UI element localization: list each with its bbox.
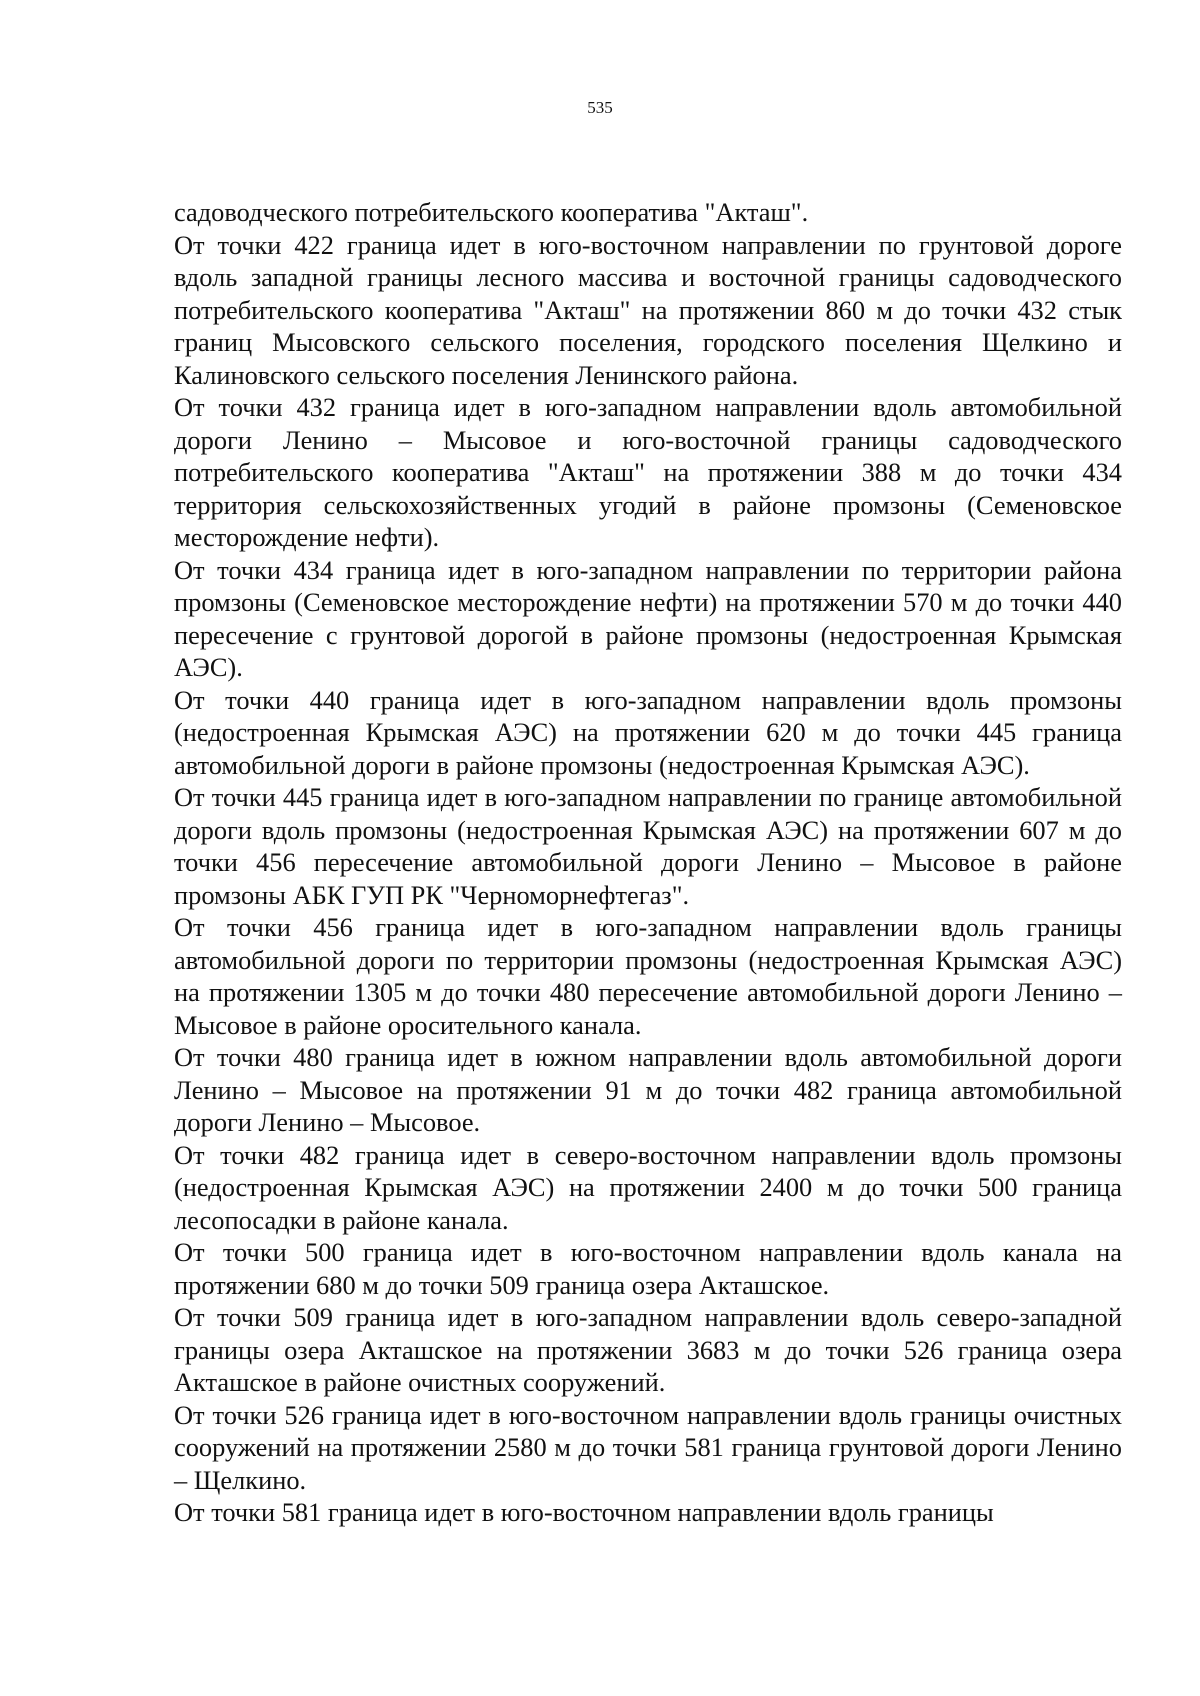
paragraph: От точки 432 граница идет в юго-западном направлении вдоль автомобильной дороги Ленино – Мысовое и юго-восточной границы садоводческого потребительского кооператива "Акташ" на протяжении 388 м до точки 434 территория сельскохозяйственных угодий в районе промзоны (Семеновское месторождение нефти). xyxy=(174,392,1122,552)
paragraph: От точки 509 граница идет в юго-западном направлении вдоль северо-западной границы озера Акташское на протяжении 3683 м до точки 526 граница озера Акташское в районе очистных сооружений. xyxy=(174,1302,1122,1397)
paragraph: садоводческого потребительского кооператива "Акташ". xyxy=(174,197,809,227)
paragraph: От точки 445 граница идет в юго-западном направлении по границе автомобильной дороги вдоль промзоны (недостроенная Крымская АЭС) на протяжении 607 м до точки 456 пересечение автомобильной дороги Ленино – Мысовое в районе промзоны АБК ГУП РК "Черноморнефтегаз". xyxy=(174,782,1122,910)
document-body xyxy=(174,196,1122,1529)
paragraph: От точки 526 граница идет в юго-восточном направлении вдоль границы очистных сооружений на протяжении 2580 м до точки 581 граница грунтовой дороги Ленино – Щелкино. xyxy=(174,1399,1122,1495)
paragraph: От точки 482 граница идет в северо-восточном направлении вдоль промзоны (недостроенная Крымская АЭС) на протяжении 2400 м до точки 500 граница лесопосадки в районе канала. xyxy=(174,1139,1122,1235)
paragraph: От точки 581 граница идет в юго-восточном направлении вдоль границы xyxy=(174,1497,994,1527)
paragraph: От точки 480 граница идет в южном направлении вдоль автомобильной дороги Ленино – Мысовое на протяжении 91 м до точки 482 граница автомобильной дороги Ленино – Мысовое. xyxy=(174,1042,1122,1137)
paragraph: От точки 440 граница идет в юго-западном направлении вдоль промзоны (недостроенная Крымская АЭС) на протяжении 620 м до точки 445 граница автомобильной дороги в районе промзоны (недостроенная Крымская АЭС). xyxy=(174,684,1122,780)
paragraph: От точки 500 граница идет в юго-восточном направлении вдоль канала на протяжении 680 м до точки 509 граница озера Акташское. xyxy=(174,1237,1122,1300)
paragraph: От точки 434 граница идет в юго-западном направлении по территории района промзоны (Семеновское месторождение нефти) на протяжении 570 м до точки 440 пересечение с грунтовой дорогой в районе промзоны (недостроенная Крымская АЭС). xyxy=(174,554,1122,682)
paragraph: От точки 456 граница идет в юго-западном направлении вдоль границы автомобильной дороги по территории промзоны (недостроенная Крымская АЭС) на протяжении 1305 м до точки 480 пересечение автомобильной дороги Ленино – Мысовое в районе оросительного канала. xyxy=(174,912,1122,1040)
paragraph: От точки 422 граница идет в юго-восточном направлении по грунтовой дороге вдоль западной границы лесного массива и восточной границы садоводческого потребительского кооператива "Акташ" на протяжении 860 м до точки 432 стык границ Мысовского сельского поселения, городского поселения Щелкино и Калиновского сельского поселения Ленинского района. xyxy=(174,229,1122,390)
page-number: 535 xyxy=(587,98,613,117)
